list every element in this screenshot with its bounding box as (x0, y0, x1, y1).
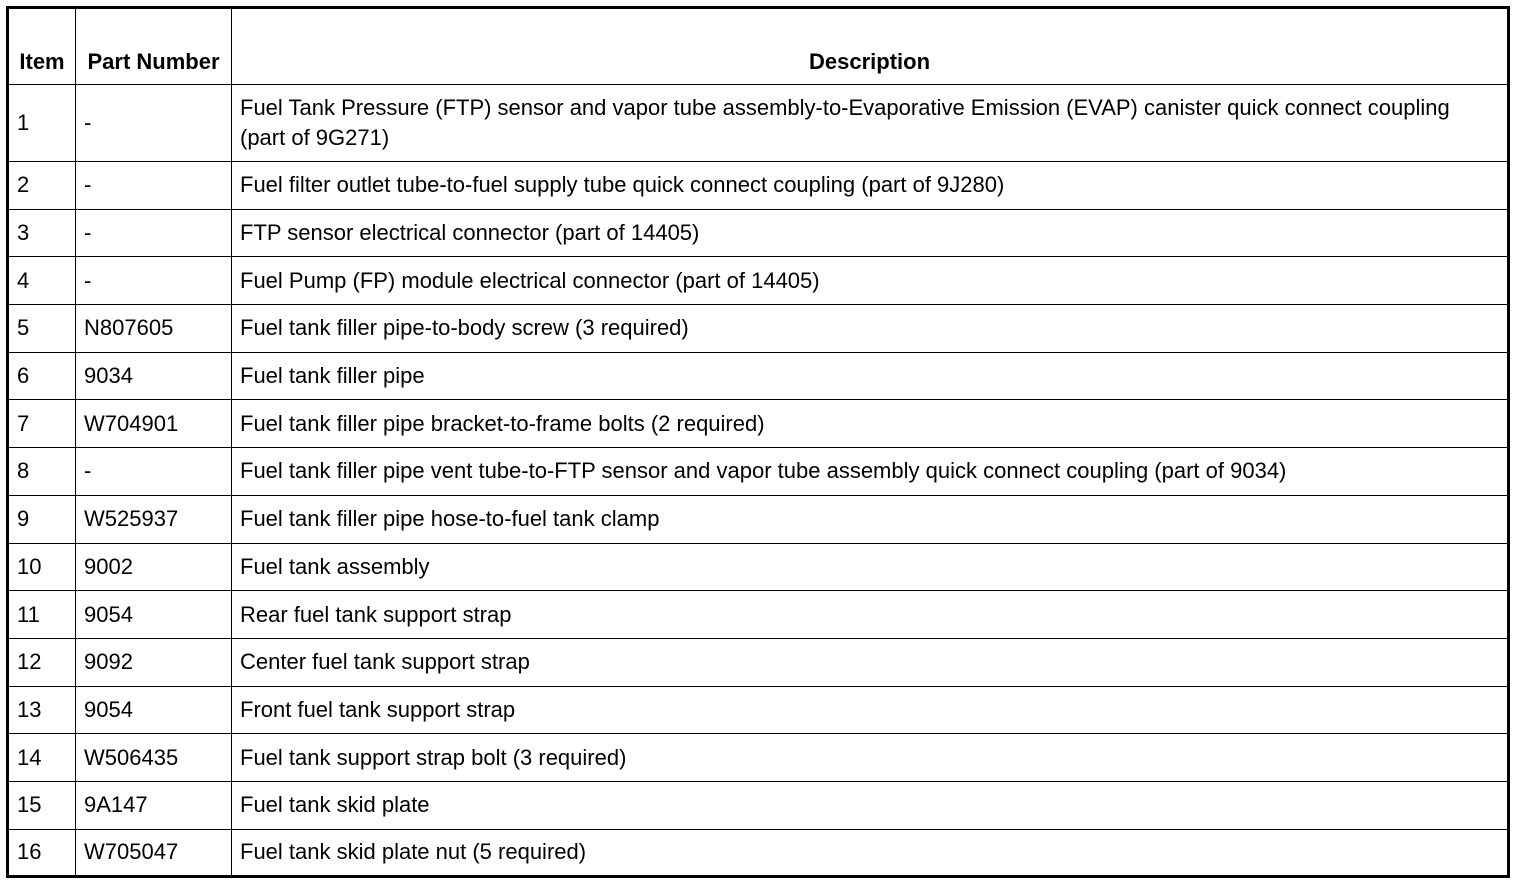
table-row (8, 543, 1509, 591)
table-row (8, 162, 1509, 210)
table-row (8, 734, 1509, 782)
cell-description: Fuel Pump (FP) module electrical connector (part of 14405) (232, 257, 1509, 305)
cell-description: Rear fuel tank support strap (232, 591, 1509, 639)
table-row (8, 400, 1509, 448)
table-row (8, 781, 1509, 829)
table-row (8, 352, 1509, 400)
cell-part-number: W506435 (76, 734, 232, 782)
cell-item: 8 (8, 448, 76, 496)
cell-part-number: W705047 (76, 829, 232, 877)
table-row (8, 305, 1509, 353)
cell-part-number: 9A147 (76, 781, 232, 829)
cell-item: 10 (8, 543, 76, 591)
table-row (8, 85, 1509, 162)
cell-description: Fuel tank filler pipe vent tube-to-FTP sensor and vapor tube assembly quick connect coupling (part of 9034) (232, 448, 1509, 496)
cell-description: Fuel Tank Pressure (FTP) sensor and vapor tube assembly-to-Evaporative Emission (EVAP) canister quick connect coupling (part of 9G271) (232, 85, 1509, 162)
table-row (8, 638, 1509, 686)
cell-description: Front fuel tank support strap (232, 686, 1509, 734)
table-body (8, 85, 1509, 877)
table-row (8, 829, 1509, 877)
cell-description: Fuel tank filler pipe bracket-to-frame bolts (2 required) (232, 400, 1509, 448)
table-row (8, 448, 1509, 496)
parts-table (6, 6, 1510, 878)
cell-description: FTP sensor electrical connector (part of 14405) (232, 209, 1509, 257)
cell-description: Fuel tank assembly (232, 543, 1509, 591)
cell-part-number: 9054 (76, 591, 232, 639)
cell-description: Fuel tank filler pipe-to-body screw (3 required) (232, 305, 1509, 353)
cell-part-number: - (76, 209, 232, 257)
cell-part-number: 9092 (76, 638, 232, 686)
cell-description: Fuel tank support strap bolt (3 required) (232, 734, 1509, 782)
header-item: Item (8, 8, 76, 85)
cell-item: 2 (8, 162, 76, 210)
header-part-number: Part Number (76, 8, 232, 85)
header-description: Description (232, 8, 1509, 85)
cell-part-number: 9054 (76, 686, 232, 734)
cell-description: Center fuel tank support strap (232, 638, 1509, 686)
cell-item: 9 (8, 495, 76, 543)
cell-part-number: - (76, 257, 232, 305)
cell-item: 3 (8, 209, 76, 257)
cell-item: 7 (8, 400, 76, 448)
table-row (8, 591, 1509, 639)
table-row (8, 495, 1509, 543)
cell-item: 11 (8, 591, 76, 639)
cell-part-number: W704901 (76, 400, 232, 448)
cell-part-number: 9034 (76, 352, 232, 400)
cell-item: 1 (8, 85, 76, 162)
cell-part-number: 9002 (76, 543, 232, 591)
cell-part-number: - (76, 162, 232, 210)
cell-part-number: W525937 (76, 495, 232, 543)
cell-item: 5 (8, 305, 76, 353)
cell-description: Fuel tank skid plate (232, 781, 1509, 829)
table-header-row (8, 8, 1509, 85)
cell-item: 16 (8, 829, 76, 877)
table-row (8, 257, 1509, 305)
cell-part-number: N807605 (76, 305, 232, 353)
cell-description: Fuel tank filler pipe hose-to-fuel tank clamp (232, 495, 1509, 543)
table-row (8, 686, 1509, 734)
cell-description: Fuel tank filler pipe (232, 352, 1509, 400)
cell-description: Fuel filter outlet tube-to-fuel supply tube quick connect coupling (part of 9J280) (232, 162, 1509, 210)
cell-part-number: - (76, 448, 232, 496)
cell-item: 15 (8, 781, 76, 829)
cell-item: 12 (8, 638, 76, 686)
table-row (8, 209, 1509, 257)
cell-part-number: - (76, 85, 232, 162)
cell-item: 14 (8, 734, 76, 782)
cell-item: 13 (8, 686, 76, 734)
cell-item: 4 (8, 257, 76, 305)
cell-item: 6 (8, 352, 76, 400)
cell-description: Fuel tank skid plate nut (5 required) (232, 829, 1509, 877)
